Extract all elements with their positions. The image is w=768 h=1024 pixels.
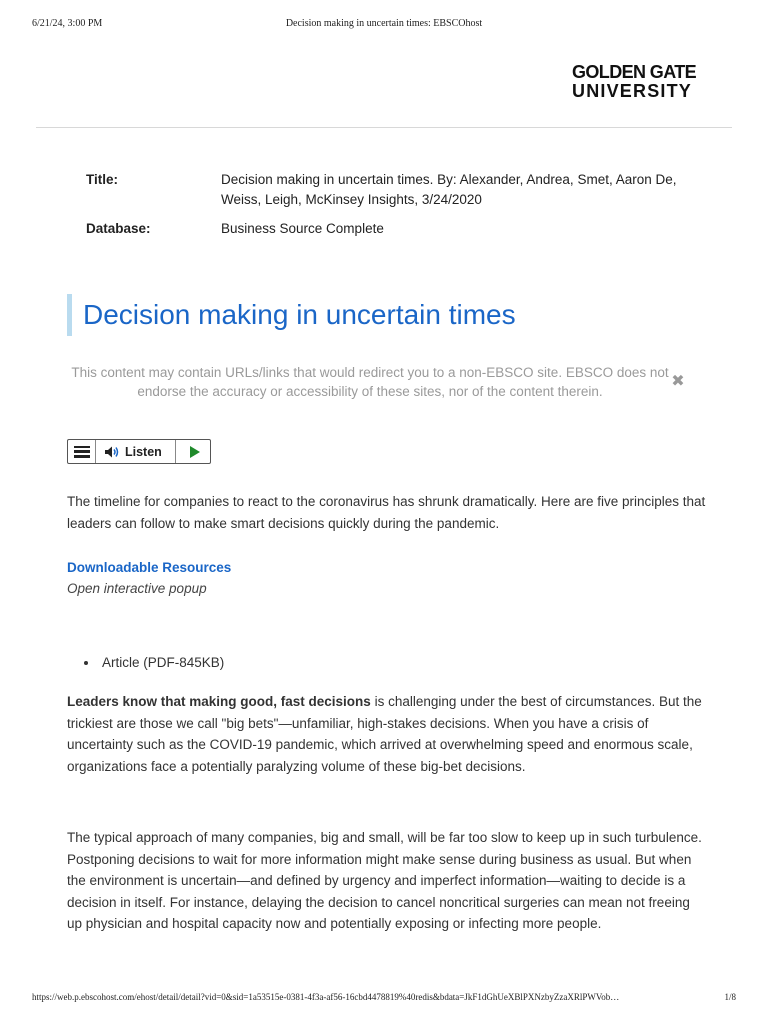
resources-popup-note: Open interactive popup bbox=[67, 581, 207, 596]
body-paragraph-1 bbox=[67, 691, 707, 777]
print-footer bbox=[32, 992, 736, 1006]
listen-toolbar bbox=[67, 439, 211, 464]
header-divider bbox=[36, 127, 732, 128]
print-url: https://web.p.ebscohost.com/ehost/detail/detail?vid=0&sid=1a53515e-0381-4f3a-af56-16cbd4478819%40redis&bdata=JkF1dGhUeXBlPXNzbyZzaXRlPWVob… bbox=[32, 992, 620, 1002]
heading-accent-bar bbox=[67, 294, 72, 336]
citation-database-value: Business Source Complete bbox=[221, 221, 384, 236]
print-page-title: Decision making in uncertain times: EBSCOhost bbox=[285, 18, 483, 29]
logo-line-1: GOLDEN GATE bbox=[572, 62, 697, 82]
print-header bbox=[32, 18, 736, 32]
play-icon bbox=[190, 446, 200, 458]
listen-button[interactable] bbox=[96, 440, 176, 463]
list-item bbox=[84, 655, 224, 670]
body-paragraph-2: The typical approach of many companies, big and small, will be far too slow to keep up in such turbulence. Postponing decisions to wait for more information might make sense during business as usual. But when the environment is uncertain—and defined by urgency and imperfect information—waiting to decide is a decision in itself. For instance, delaying the decision to cancel noncritical surgeries can mean not freeing up physician and hospital capacity now and potentially exposing or infecting more people. bbox=[67, 830, 702, 931]
citation-title-label: Title: bbox=[86, 172, 119, 187]
listen-menu-button[interactable] bbox=[68, 440, 96, 463]
citation-database-label: Database: bbox=[86, 221, 151, 236]
citation-title-value: Decision making in uncertain times. By: Alexander, Andrea, Smet, Aaron De, Weiss, Leigh, McKinsey Insights, 3/24/2020 bbox=[221, 172, 677, 207]
paragraph-1-text: is challenging under the best of circumstances. But the trickiest are those we call "big bets"—unfamiliar, high-stakes decisions. When you have a crisis of uncertainty such as the COVID-19 pandemic, which arrived at overwhelming speed and enormous scale, organizations face a potentially paralyzing volume of these big-bet decisions. bbox=[67, 694, 702, 774]
paragraph-lead: Leaders know that making good, fast decisions bbox=[67, 694, 371, 709]
university-logo bbox=[572, 62, 714, 101]
logo-line-2: UNIVERSITY bbox=[572, 81, 693, 101]
hamburger-menu-icon bbox=[74, 446, 90, 458]
close-icon[interactable]: ✖ bbox=[671, 373, 685, 390]
speaker-icon bbox=[104, 445, 120, 459]
bullet-dot bbox=[84, 661, 88, 665]
play-button[interactable] bbox=[176, 440, 210, 463]
article-heading: Decision making in uncertain times bbox=[83, 299, 516, 330]
print-page-number: 1/8 bbox=[724, 992, 736, 1002]
print-datetime: 6/21/24, 3:00 PM bbox=[32, 18, 103, 29]
listen-label: Listen bbox=[125, 444, 162, 459]
downloadable-resources-link[interactable]: Downloadable Resources bbox=[67, 560, 232, 575]
intro-paragraph: The timeline for companies to react to the coronavirus has shrunk dramatically. Here are five principles that leaders can follow to make smart decisions quickly during the pandemic. bbox=[67, 494, 706, 531]
article-pdf-item: Article (PDF-845KB) bbox=[102, 655, 225, 670]
external-links-disclaimer: This content may contain URLs/links that would redirect you to a non-EBSCO site. EBSCO does not endorse the accuracy or accessibility of these sites, nor of the content therein. bbox=[71, 365, 669, 399]
